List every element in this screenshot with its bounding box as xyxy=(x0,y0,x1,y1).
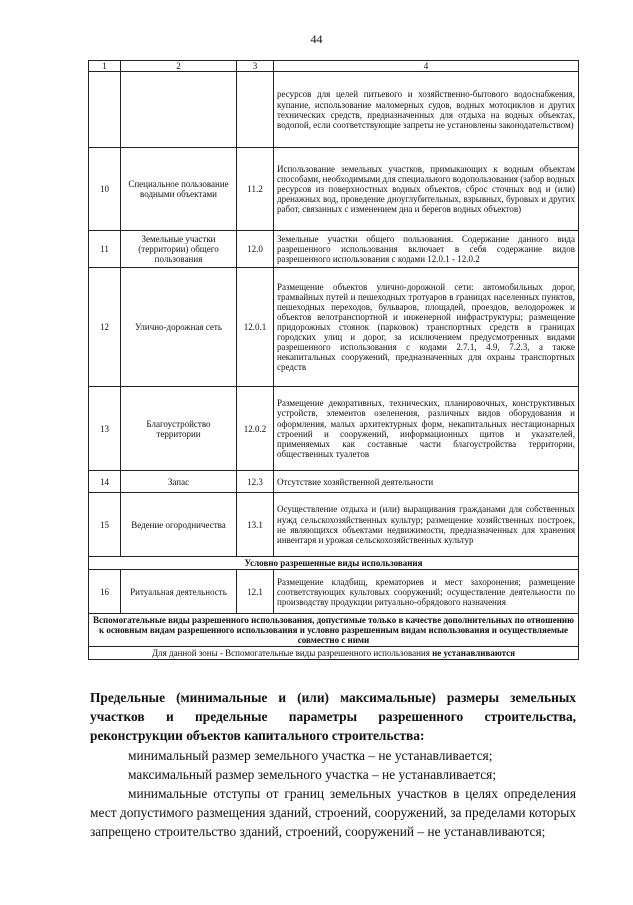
paragraph: минимальный размер земельного участка – не устанавливается; xyxy=(128,747,493,763)
table-row xyxy=(89,268,579,387)
auxiliary-note xyxy=(89,647,579,660)
auxiliary-note-text: Для данной зоны - Вспомогательные виды разрешенного использования xyxy=(152,648,433,659)
body-text xyxy=(90,688,576,842)
row-number: 12 xyxy=(89,268,121,387)
table-row xyxy=(89,570,579,614)
row-number: 11 xyxy=(89,231,121,268)
land-use-table xyxy=(88,60,579,660)
table-row xyxy=(89,387,579,471)
row-description: ресурсов для целей питьевого и хозяйственно-бытового водоснабжения, купание, использование маломерных судов, водных мотоциклов и других технических средств, предназначенных для отдыха на водных объектах, водопой, если соответствующие запреты не установлены законодательством) xyxy=(274,72,579,148)
row-name: Ритуальная деятельность xyxy=(121,570,237,614)
table-row xyxy=(89,72,579,148)
table-row xyxy=(89,148,579,231)
row-name: Запас xyxy=(121,471,237,493)
page-number: 44 xyxy=(310,32,323,46)
row-code: 12.0.2 xyxy=(237,387,274,471)
table-row xyxy=(89,231,579,268)
row-code: 13.1 xyxy=(237,493,274,557)
row-code: 12.3 xyxy=(237,471,274,493)
header-cell: 3 xyxy=(237,61,274,72)
row-description: Земельные участки общего пользования. Содержание данного вида разрешенного использования включает в себя содержание видов разрешенного использования с кодами 12.0.1 - 12.0.2 xyxy=(274,231,579,268)
row-description: Использование земельных участков, примыкающих к водным объектам способами, необходимыми для специального водопользования (забор водных ресурсов из поверхностных водных объектов, сброс сточных вод и (или) дренажных вод, проведение дноуглубительных, взрывных, буровых и других работ, связанных с изменением дна и берегов водных объектов) xyxy=(274,148,579,231)
header-cell: 4 xyxy=(274,61,579,72)
section-heading: Предельные (минимальные и (или) максимальные) размеры земельных участков и предельные параметры разрешенного строительства, реконструкции объектов капитального строительства: xyxy=(90,690,576,744)
header-cell: 1 xyxy=(89,61,121,72)
row-number: 10 xyxy=(89,148,121,231)
row-description: Размещение объектов улично-дорожной сети: автомобильных дорог, трамвайных путей и пешеходных тротуаров в границах населенных пунктов, пешеходных переходов, бульваров, площадей, проездов, велодорожек и объектов велотранспортной и инженерной инфраструктуры; размещение придорожных стоянок (парковок) транспортных средств в границах городских улиц и дорог, за исключением предусмотренных видами разрешенного использования с кодами 2.7.1, 4.9, 7.2.3, а также некапитальных сооружений, предназначенных для охраны транспортных средств xyxy=(274,268,579,387)
row-name: Улично-дорожная сеть xyxy=(121,268,237,387)
auxiliary-uses-header: Вспомогательные виды разрешенного использования, допустимые только в качестве дополнительных по отношению к основным видам разрешенного использования и условно разрешенным видам использования и осуществляемые совместно с ними xyxy=(89,614,579,647)
row-code: 11.2 xyxy=(237,148,274,231)
auxiliary-note-bold: не устанавливаются xyxy=(432,648,515,659)
table-row xyxy=(89,471,579,493)
row-name: Земельные участки (территории) общего пользования xyxy=(121,231,237,268)
header-cell: 2 xyxy=(121,61,237,72)
row-number: 16 xyxy=(89,570,121,614)
row-code: 12.1 xyxy=(237,570,274,614)
row-description: Размещение кладбищ, крематориев и мест захоронения; размещение соответствующих культовых сооружений; осуществление деятельности по производству продукции ритуально-обрядового назначения xyxy=(274,570,579,614)
row-code: 12.0.1 xyxy=(237,268,274,387)
auxiliary-note-row xyxy=(89,647,579,660)
conditional-uses-header: Условно разрешенные виды использования xyxy=(89,557,579,570)
row-code: 12.0 xyxy=(237,231,274,268)
auxiliary-section-row xyxy=(89,614,579,647)
row-name: Благоустройство территории xyxy=(121,387,237,471)
paragraph: минимальные отступы от границ земельных участков в целях определения мест допустимого размещения зданий, строений, сооружений, за пределами которых запрещено строительство зданий, строений, сооружений – не устанавливаются; xyxy=(90,786,576,840)
row-description: Отсутствие хозяйственной деятельности xyxy=(274,471,579,493)
paragraph: максимальный размер земельного участка – не устанавливается; xyxy=(128,766,497,782)
row-number: 15 xyxy=(89,493,121,557)
table-header-row xyxy=(89,61,579,72)
row-description: Осуществление отдыха и (или) выращивания гражданами для собственных нужд сельскохозяйственных культур; размещение хозяйственных построек, не являющихся объектами недвижимости, предназначенных для хранения инвентаря и урожая сельскохозяйственных культур xyxy=(274,493,579,557)
row-description: Размещение декоративных, технических, планировочных, конструктивных устройств, элементов озеленения, различных видов оборудования и оформления, малых архитектурных форм, некапитальных нестационарных строений и сооружений, информационных щитов и указателей, применяемых как составные части благоустройства территории, общественных туалетов xyxy=(274,387,579,471)
row-number: 13 xyxy=(89,387,121,471)
row-name: Специальное пользование водными объектами xyxy=(121,148,237,231)
conditional-section-row xyxy=(89,557,579,570)
table-row xyxy=(89,493,579,557)
row-name: Ведение огородничества xyxy=(121,493,237,557)
row-number: 14 xyxy=(89,471,121,493)
